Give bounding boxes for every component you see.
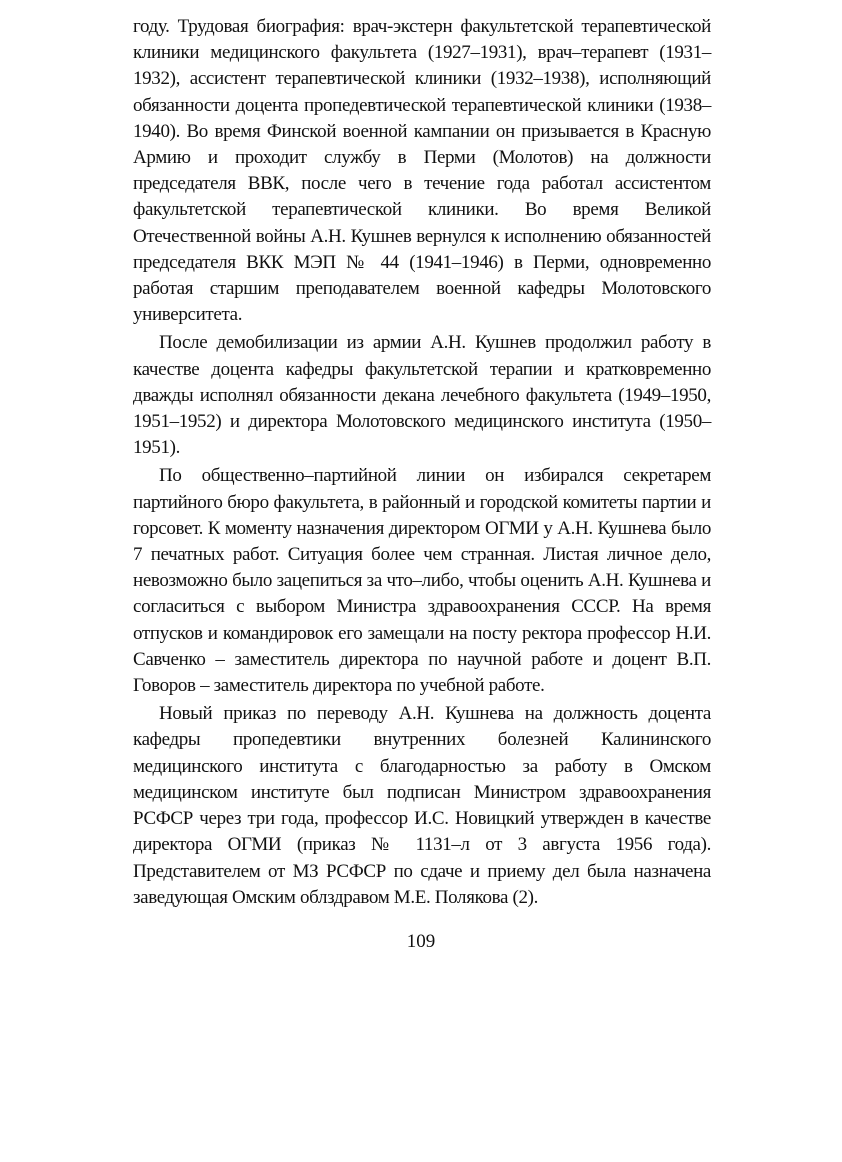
paragraph-continuation: году. Трудовая биография: врач-экстерн факультетской терапевтической клиники медицинского факультета (1927–1931), врач–терапевт (1931–1932), ассистент терапевтической клиники (1932–1938), исполняющий обязанности доцента пропедевтической терапевтической клиники (1938–1940). Во время Финской военной кампании он призывается в Красную Армию и проходит службу в Перми (Молотов) на должности председателя ВВК, после чего в течение года работал ассистентом факультетской терапевтической клиники. Во время Великой Отечественной войны А.Н. Кушнев вернулся к исполнению обязанностей председателя ВКК МЭП № 44 (1941–1946) в Перми, одновременно работая старшим преподавателем военной кафедры Молотовского университета. <box>133 16 711 326</box>
paragraph-demobilization: После демобилизации из армии А.Н. Кушнев продолжил работу в качестве доцента кафедры факультетской терапии и кратковременно дважды исполнял обязанности декана лечебного факультета (1949–1950, 1951–1952) и директора Молотовского медицинского института (1950–1951). <box>133 332 711 459</box>
page-body <box>133 14 711 911</box>
paragraph-party-work: По общественно–партийной линии он избирался секретарем партийного бюро факультета, в районный и городской комитеты партии и горсовет. К моменту назначения директором ОГМИ у А.Н. Кушнева было 7 печатных работ. Ситуация более чем странная. Листая личное дело, невозможно было зацепиться за что–либо, чтобы оценить А.Н. Кушнева и согласиться с выбором Министра здравоохранения СССР. На время отпусков и командировок его замещали на посту ректора профессор Н.И. Савченко – заместитель директора по научной работе и доцент В.П. Говоров – заместитель директора по учебной работе. <box>133 465 711 697</box>
paragraph-new-order: Новый приказ по переводу А.Н. Кушнева на должность доцента кафедры пропедевтики внутренних болезней Калининского медицинского института с благодарностью за работу в Омском медицинском институте был подписан Министром здравоохранения РСФСР через три года, профессор И.С. Новицкий утвержден в качестве директора ОГМИ (приказ № 1131–л от 3 августа 1956 года). Представителем от МЗ РСФСР по сдаче и приему дел была назначена заведующая Омским облздравом М.Е. Полякова (2). <box>133 703 711 908</box>
page-number: 109 <box>406 931 436 952</box>
